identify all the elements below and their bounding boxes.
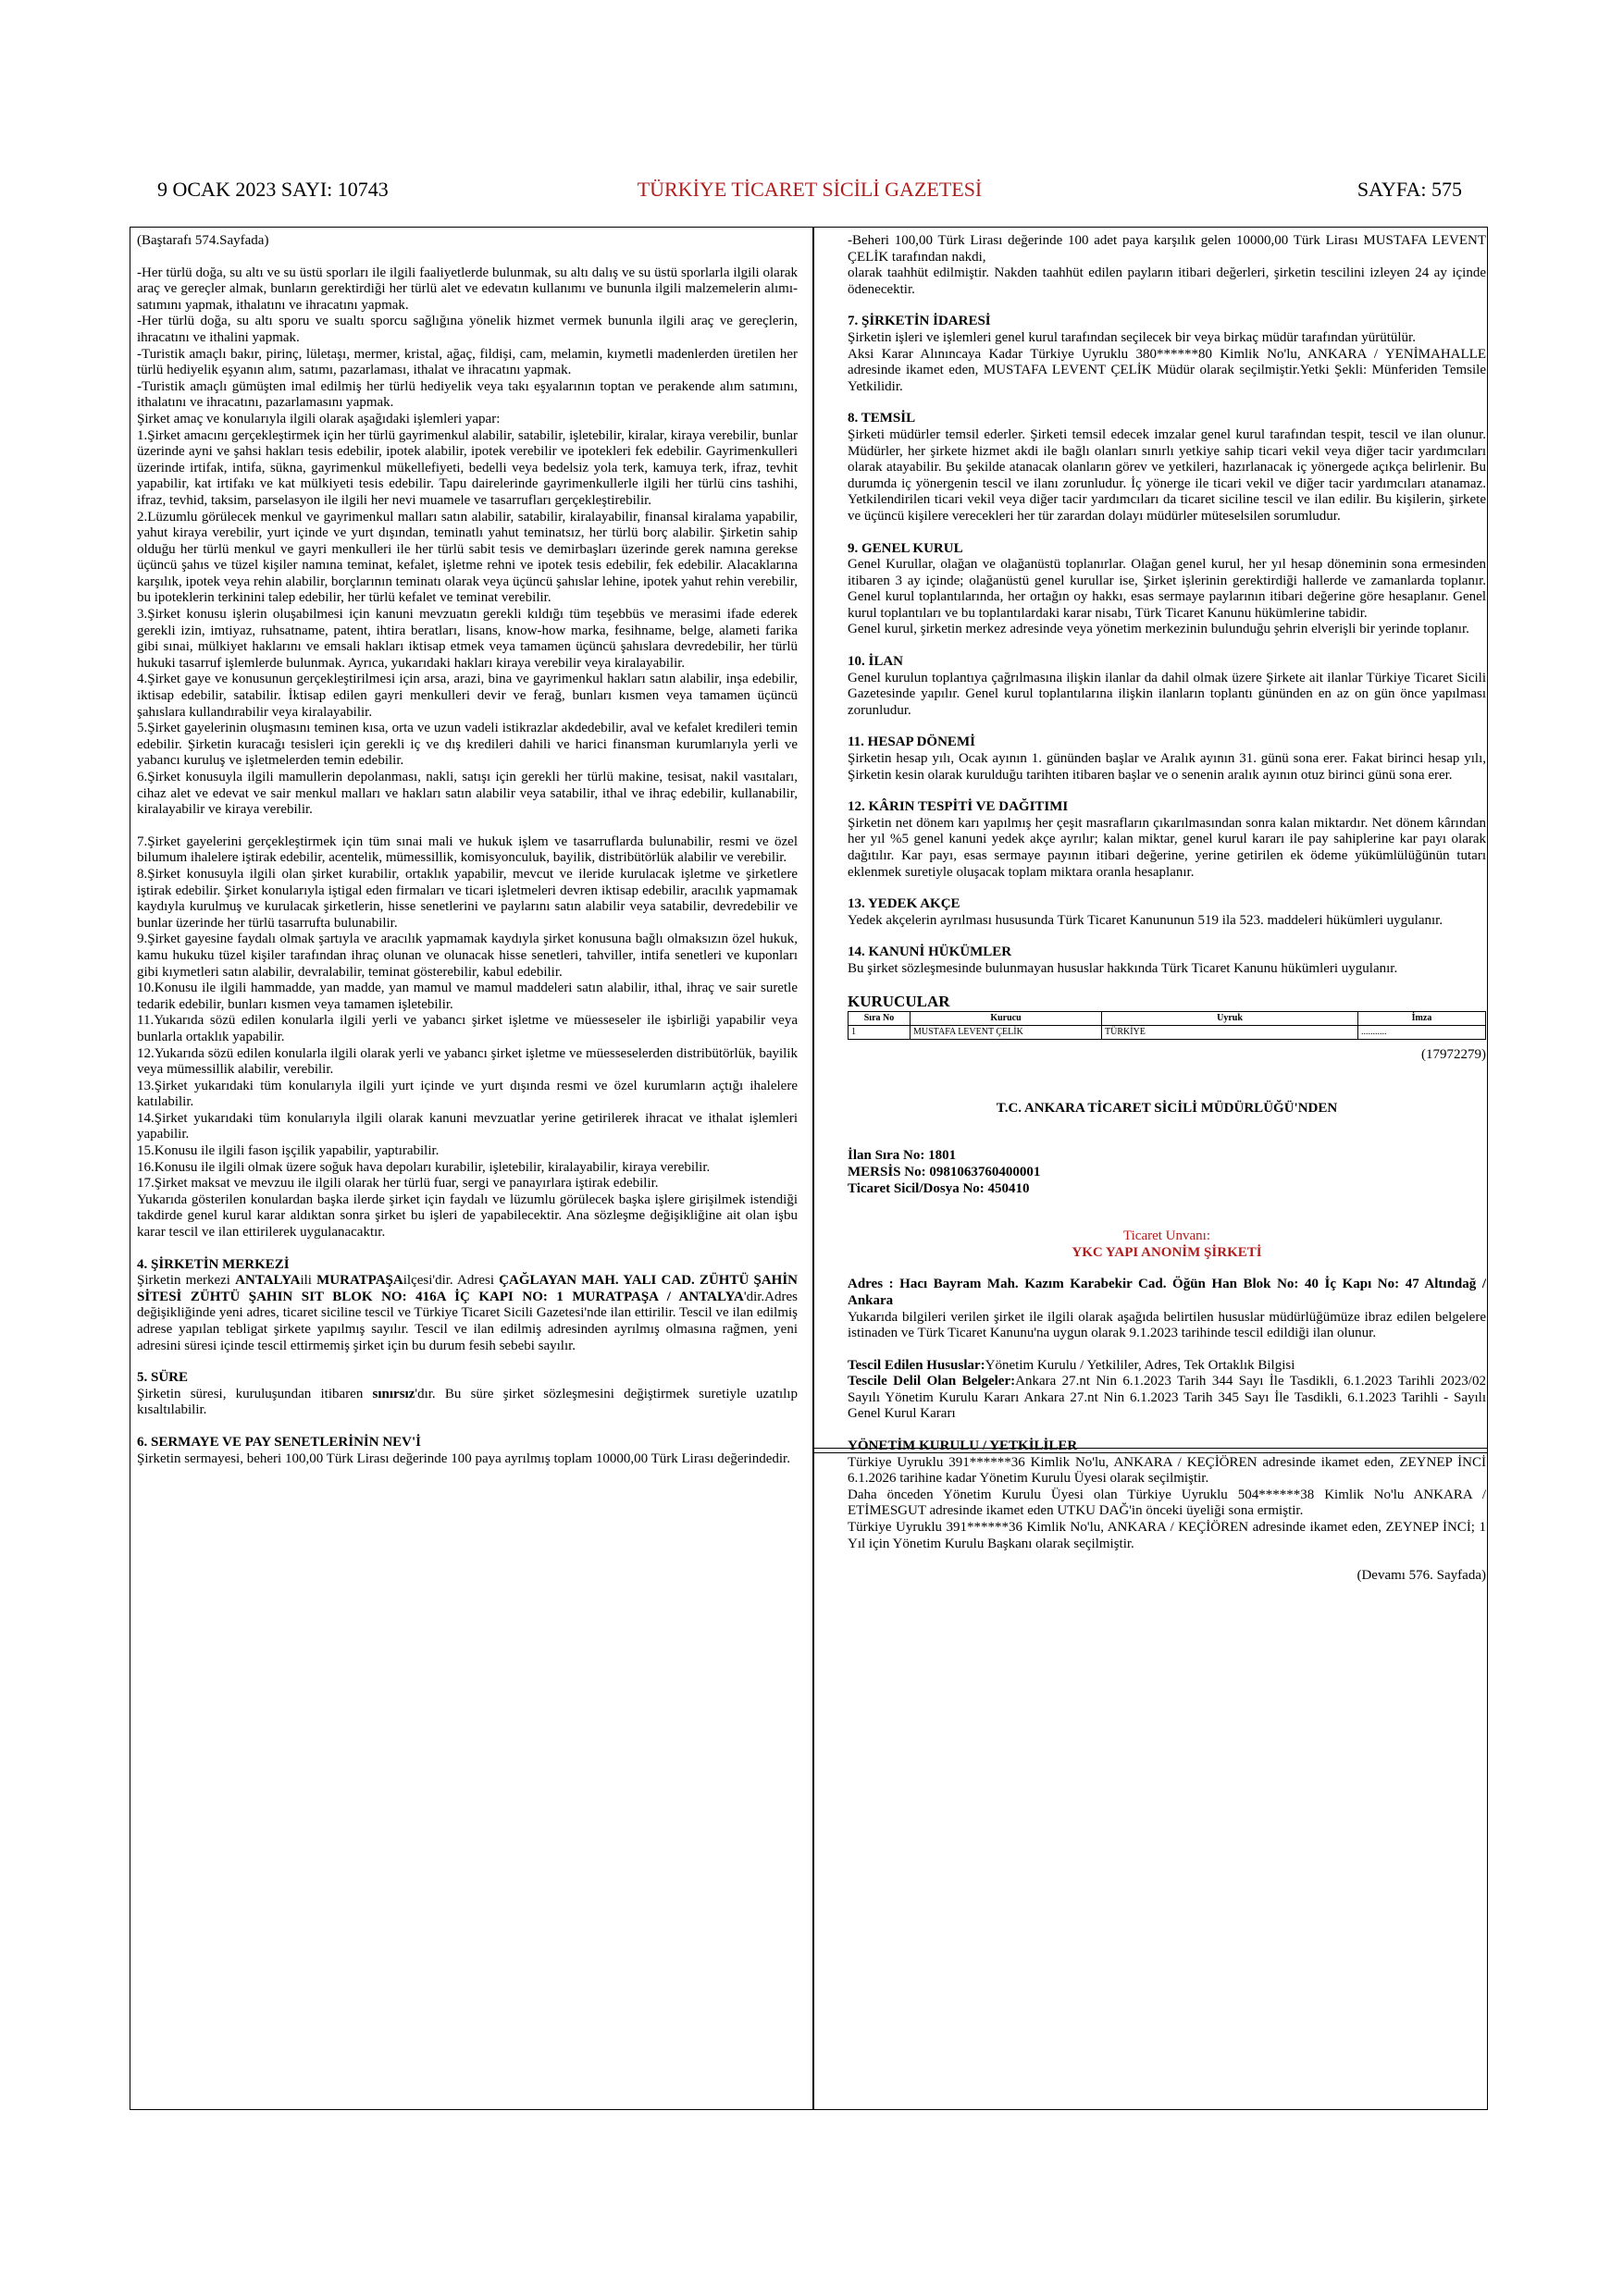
paragraph: 6.Şirket konusuyla ilgili mamullerin depolanması, nakli, satışı için gerekli her türlü makine, tesisat, nakil vasıtaları, cihaz alet ve edevat ve sair menkul malları ve hakları satın alabilir veya satabilir, ithal ve ihraç edebilir, kullanabilir, kiralayabilir ve kiraya verebilir. xyxy=(137,770,798,818)
paragraph: 4.Şirket gaye ve konusunun gerçekleştirilmesi için arsa, arazi, bina ve gayrimenkul hakları satın alabilir, inşa edebilir, iktisap edebilir, satabilir. İktisap edilen gayri menkulleri devir ve ferağ, bunları kısmen veya tamamen üçüncü şahıslara kullandırabilir veya kiralayabilir. xyxy=(137,672,798,720)
section-title: 9. GENEL KURUL xyxy=(848,540,963,556)
cell: MUSTAFA LEVENT ÇELİK xyxy=(911,1026,1102,1040)
headquarters-paragraph: Şirketin merkezi ANTALYAili MURATPAŞAilçesi'dir. Adresi ÇAĞLAYAN MAH. YALI CAD. ZÜHTÜ ŞAHİN SİTESİ ZÜHTÜ ŞAHIN SIT BLOK NO: 416A İÇ KAPI NO: 1 MURATPAŞA / ANTALYA'dir.Adres değişikliğinde yeni adres, ticaret siciline tescil ve Türkiye Ticaret Sicili Gazetesi'nde ilan ettirilir. Tescil ve ilan edilmiş adrese yapılan tebligat şirkete yapılmış sayılır. Tescil ve ilan edilmiş adresinden ayrılmış olmasına rağmen, yeni adresini süresi içinde tescil ettirmemiş şirket için bu durum fesih sebebi sayılır. xyxy=(137,1273,798,1353)
paragraph: 3.Şirket konusu işlerin oluşabilmesi için kanuni mevzuatın gerekli kıldığı tüm teşebbüs ve merasimi ifade ederek gerekli izin, imtiyaz, ruhsatname, patent, ihtira beratları, lisans, know-how marka, fesihname, belge, alameti farika gibi sınai, mülkiyet haklarını ve emsali hakları iktisap etmek veya tamamen üçüncü şahıslara devredebilir, her türlü hukuki tasarruf işlemlerde bulunmak. Ayrıca, yukarıdaki hakları kiraya verebilir veya kiralayabilir. xyxy=(137,607,798,671)
section-title: 4. ŞİRKETİN MERKEZİ xyxy=(137,1256,290,1272)
section-title: 8. TEMSİL xyxy=(848,411,916,426)
section-title: 10. İLAN xyxy=(848,654,904,670)
founders-title: KURUCULAR xyxy=(848,992,950,1010)
paragraph: 15.Konusu ile ilgili fason işçilik yapabilir, yaptırabilir. xyxy=(137,1143,440,1159)
table-row xyxy=(849,1026,1486,1040)
registry-office: T.C. ANKARA TİCARET SİCİLİ MÜDÜRLÜĞÜ'NDEN xyxy=(996,1100,1338,1116)
section-title: 7. ŞİRKETİN İDARESİ xyxy=(848,314,991,329)
col-header: Kurucu xyxy=(911,1012,1102,1026)
paragraph: Genel Kurullar, olağan ve olağanüstü toplanırlar. Olağan genel kurul, her yıl hesap döneminin sona ermesinden itibaren 3 ay içinde; olağanüstü genel kurullar ise, Şirket işlerinin gerektirdiği hallerde ve zamanlarda toplanır. Genel kurul toplantılarında, her ortağın oy hakkı, esas sermaye paylarının itibari değerine göre hesaplanır. Genel kurul toplantıları ve bu toplantılardaki karar nisabı, Türk Ticaret Kanunu hükümlerine tabidir. xyxy=(848,557,1486,621)
issue-date: 9 OCAK 2023 SAYI: 10743 xyxy=(157,178,389,201)
paragraph: 2.Lüzumlu görülecek menkul ve gayrimenkul malları satın alabilir, satabilir, kiralayabilir, finansal kiralama yapabilir, yahut kiraya verebilir, yurt içinde ve yurt dışından, teminatlı yahut teminatsız, her türlü borç alabilir. Şirketin sahip olduğu her türlü menkul ve gayri menkulleri ile her türlü sabit tesis ve demirbaşları üzerinde gerek namına gerekse üçüncü şahıs ve tüzel kişiler namına teminat, kefalet, işletme rehni ve ipotek tesis edebilir, fek edebilir. Alacaklarına karşılık, ipotek veya rehin alabilir, borçlarının teminatı olarak veya üçüncü şahıslar lehine, ipotek yahut rehin verebilir, bu ipoteklerin terkinini talep edebilir, her türlü kefalet ve teminat verebilir. xyxy=(137,509,798,606)
section-title: 5. SÜRE xyxy=(137,1370,189,1386)
paragraph: Yukarıda bilgileri verilen şirket ile ilgili olarak aşağıda belirtilen hususlar müdürlüğümüze ibraz edilen belgelere istinaden ve Türk Ticaret Kanunu'na uygun olarak 9.1.2023 tarihinde tescil edildiği ilan olunur. xyxy=(848,1309,1486,1341)
paragraph: -Her türlü doğa, su altı sporu ve sualtı sporcu sağlığına yönelik hizmet vermek bununla ilgili araç ve gereçlerin, ihracatını ve ithalini yapmak. xyxy=(137,314,798,345)
paragraph: 17.Şirket maksat ve mevzuu ile ilgili olarak her türlü fuar, sergi ve panayırlara iştirak edebilir. xyxy=(137,1176,659,1191)
paragraph: Yedek akçelerin ayrılması hususunda Türk Ticaret Kanununun 519 ila 523. maddeleri hükümleri uygulanır. xyxy=(848,912,1443,928)
activity-list-1 xyxy=(137,265,798,819)
evidence-documents: Tescile Delil Olan Belgeler:Ankara 27.nt Nin 6.1.2023 Tarih 344 Sayı İle Tasdikli, 6.1.2023 Tarihli 2023/02 Sayılı Yönetim Kurulu Kararı Ankara 27.nt Nin 6.1.2023 Tarih 345 Sayı İle Tasdikli, 6.1.2023 Tarihli - Sayılı Genel Kurul Kararı xyxy=(848,1374,1486,1422)
ilan-sira-no: İlan Sıra No: 1801 xyxy=(848,1148,957,1164)
paragraph: Türkiye Uyruklu 391******36 Kimlik No'lu, ANKARA / KEÇİÖREN adresinde ikamet eden, ZEYNEP İNCİ; 1 Yıl için Yönetim Kurulu Başkanı olarak seçilmiştir. xyxy=(848,1520,1486,1551)
continued-to: (Devamı 576. Sayfada) xyxy=(1357,1568,1486,1584)
paragraph: 7.Şirket gayelerini gerçekleştirmek için tüm sınai mali ve hukuk işlem ve tasarruflarda bulunabilir, resmi ve özel bilumum ihalelere iştirak edebilir, acentelik, mümessillik, komisyonculuk, bayilik, distribütörlük alabilir ve verebilir. xyxy=(137,833,798,866)
paragraph: -Turistik amaçlı bakır, pirinç, lületaşı, mermer, kristal, ağaç, fildişi, cam, melamin, kıymetli madenlerden üretilen her türlü hediyelik eşyanın alım, satımı, pazarlaması, ithalat ve ihracatını yapmak. xyxy=(137,346,798,378)
cell: 1 xyxy=(849,1026,911,1040)
paragraph: Şirketin hesap yılı, Ocak ayının 1. gününden başlar ve Aralık ayının 31. günü sona erer. Fakat birinci hesap yılı, Şirketin kesin olarak kurulduğu tarihten itibaren başlar ve o senenin aralık ayının otuz birinci günü sona erer. xyxy=(848,751,1486,783)
paragraph: 11.Yukarıda sözü edilen konularla ilgili yerli ve yabancı şirket işletme ve müesseseler ile işbirliği yapabilir veya bunlarla ortaklık yapabilir. xyxy=(137,1013,798,1044)
paragraph: 14.Şirket yukarıdaki tüm konularıyla ilgili olarak kanuni mevzuatlar yerine getirilerek ihracat ve ithalat işlemleri yapabilir. xyxy=(137,1110,798,1142)
paragraph: 16.Konusu ile ilgili olmak üzere soğuk hava depoları kurabilir, işletebilir, kiralayabilir, kiraya verebilir. xyxy=(137,1159,711,1175)
col-header: İmza xyxy=(1358,1012,1486,1026)
paragraph: Türkiye Uyruklu 391******36 Kimlik No'lu, ANKARA / KEÇİÖREN adresinde ikamet eden, ZEYNEP İNCİ 6.1.2026 tarihine kadar Yönetim Kurulu Üyesi olarak seçilmiştir. xyxy=(848,1454,1486,1487)
paragraph: Şirketin net dönem karı yapılmış her çeşit masrafların çıkarılmasından sonra kalan miktardır. Net dönem kârından her yıl %5 genel kanuni yedek akçe ayrılır; kalan miktar, genel kurul kararı ile pay sahiplerine kar payı olarak dağıtılır. Kar payı, esas sermaye payının itibari değerine, yerine getirilen ek ödeme yükümlülüğünün tutarı eklenmek suretiyle oluşacak toplam miktara oranla hesaplanır. xyxy=(848,815,1486,880)
company-address: Adres : Hacı Bayram Mah. Kazım Karabekir Cad. Öğün Han Blok No: 40 İç Kapı No: 47 Altındağ / Ankara xyxy=(848,1277,1486,1308)
paragraph: Genel kurul, şirketin merkez adresinde veya yönetim merkezinin bulunduğu şehrin elverişli bir yerinde toplanır. xyxy=(848,622,1469,637)
notice-separator xyxy=(814,1448,1488,1449)
gazette-title: TÜRKİYE TİCARET SİCİLİ GAZETESİ xyxy=(637,178,983,201)
paragraph: Şirketi müdürler temsil ederler. Şirketi temsil edecek imzalar genel kurul tarafından tespit, tescil ve ilan olunur. Müdürler, her şirkete hizmet akdi ile bağlı olanları sınırlı yetkiye sahip ticari vekil veya diğer tacir yardımcıları olarak atayabilir. Bu şekilde atanacak olanların görev ve yetkileri, hazırlanacak iç yönergede açıkça belirlenir. Bu durumda iç yönergenin tescil ve ilanı zorunludur. İç yönerge ile ticari vekil ve diğer tacir yardımcıları atanamaz. Yetkilendirilen ticari vekil veya diğer tacir yardımcıları da ticaret siciline tescil ve ilan edilir. Bu kişilerin, şirkete ve üçüncü kişilere verecekleri her tür zarardan dolayı müdürler müteselsilen sorumludur. xyxy=(848,426,1486,524)
page-header xyxy=(130,174,1490,211)
left-column xyxy=(137,233,798,1467)
paragraph: 13.Şirket yukarıdaki tüm konularıyla ilgili yurt içinde ve yurt dışında resmi ve özel kurumların açtığı ihalelere katılabilir. xyxy=(137,1078,798,1110)
cell: ........... xyxy=(1358,1026,1486,1040)
paragraph: 5.Şirket gayelerinin oluşmasını teminen kısa, orta ve uzun vadeli istikrazlar akdedebilir, aval ve kefalet kredileri temin edebilir. Şirketin kuracağı tesisleri için gerekli iç ve dış kredileri dahili ve harici finansman kurumlarıyla yerli ve yabancı kuruluş ve işletmelerden temin edebilir. xyxy=(137,721,798,769)
section-title: YÖNETİM KURULU / YETKİLİLER xyxy=(848,1438,1078,1454)
paragraph: 10.Konusu ile ilgili hammadde, yan madde, yan mamul ve mamul maddeleri satın alabilir, ithal, ihraç ve sair suretle tedarik edebilir, bunları kısmen veya tamamen işletebilir. xyxy=(137,981,798,1012)
capital-paragraph: Şirketin sermayesi, beheri 100,00 Türk Lirası değerinde 100 paya ayrılmış toplam 10000,00 Türk Lirası değerindedir. xyxy=(137,1450,790,1466)
paragraph: Şirketin işleri ve işlemleri genel kurul tarafından seçilecek bir veya birkaç müdür tarafından yürütülür. xyxy=(848,329,1416,345)
trade-name: YKC YAPI ANONİM ŞİRKETİ xyxy=(1072,1244,1262,1260)
section-title: 6. SERMAYE VE PAY SENETLERİNİN NEV'İ xyxy=(137,1434,422,1450)
notice-separator xyxy=(814,1452,1488,1453)
section-title: 12. KÂRIN TESPİTİ VE DAĞITIMI xyxy=(848,799,1069,815)
paragraph: olarak taahhüt edilmiştir. Nakden taahhüt edilen payların itibari değerleri, şirketin tescilini izleyen 24 ay içinde ödenecektir. xyxy=(848,265,1486,297)
paragraph: Şirket amaç ve konularıyla ilgili olarak aşağıdaki işlemleri yapar: xyxy=(137,411,501,426)
paragraph: Daha önceden Yönetim Kurulu Üyesi olan Türkiye Uyruklu 504******38 Kimlik No'lu ANKARA / ETİMESGUT adresinde ikamet eden UTKU DAĞ'in önceki üyeliği sona ermiştir. xyxy=(848,1487,1486,1519)
paragraph: 8.Şirket konusuyla ilgili olan şirket kurabilir, ortaklık yapabilir, mevcut ve ileride kurulacak işletme ve şirketlere iştirak edebilir. Şirket konularıyla iştigal eden firmaları ve ticari işletmeleri devren iktisap edebilir, aracılık yapmamak kaydıyla kurulmuş ve kurulacak şirketlerin, hisse senetlerini ve paylarını satın alabilir veya satabilir, devredebilir ve bunlar üzerinde her türlü tasarrufta bulunabilir. xyxy=(137,866,798,931)
reference-number: (17972279) xyxy=(1421,1047,1486,1063)
paragraph: Yukarıda gösterilen konulardan başka ilerde şirket için faydalı ve lüzumlu görülecek başka işlere girişilmek istendiği takdirde genel kurul karar aldıktan sonra şirket bu işleri de yapabilecektir. Ana sözleşme değişikliğine ait olan işbu karar tescil ve ilan ettirilerek uygulanacaktır. xyxy=(137,1191,798,1241)
section-title: 13. YEDEK AKÇE xyxy=(848,896,960,912)
paragraph: 12.Yukarıda sözü edilen konularla ilgili olarak yerli ve yabancı şirket işletme ve müesseselerden distribütörlük, bayilik veya mümessillik alabilir, verebilir. xyxy=(137,1045,798,1078)
paragraph: -Her türlü doğa, su altı ve su üstü sporları ile ilgili faaliyetlerde bulunmak, su altı dalış ve su üstü sporlarla ilgili olarak araç ve gereçler almak, bunların gerektirdiği her türlü alet ve edevatın kullanımı ve bununla ilgili malzemelerin alımı-satımını yapmak, ithalatını ve ihracatını yapmak. xyxy=(137,265,798,313)
founders-table xyxy=(848,1011,1486,1040)
mersis-no: MERSİS No: 0981063760400001 xyxy=(848,1164,1041,1179)
col-header: Sıra No xyxy=(849,1012,911,1026)
registered-matters: Tescil Edilen Hususlar:Yönetim Kurulu / Yetkililer, Adres, Tek Ortaklık Bilgisi xyxy=(848,1357,1295,1373)
paragraph: 9.Şirket gayesine faydalı olmak şartıyla ve aracılık yapmamak kaydıyla şirket konusuna bağlı olmaksızın özel hukuk, kamu hukuku tüzel kişiler tarafından ihraç olunan ve olunacak hisse senetleri, tahviller, intifa senetleri ve kuponları gibi kıymetleri satın alabilir, devralabilir, teminat gösterebilir, kabul edebilir. xyxy=(137,932,798,980)
paragraph: Aksi Karar Alınıncaya Kadar Türkiye Uyruklu 380******80 Kimlik No'lu, ANKARA / YENİMAHALLE adresinde ikamet eden, MUSTAFA LEVENT ÇELİK Müdür olarak seçilmiştir.Yetki Şekli: Münferiden Temsile Yetkilidir. xyxy=(848,346,1486,394)
section-title: 14. KANUNİ HÜKÜMLER xyxy=(848,944,1012,960)
paragraph: Genel kurulun toplantıya çağrılmasına ilişkin ilanlar da dahil olmak üzere Şirkete ait ilanlar Türkiye Ticaret Sicili Gazetesinde yapılır. Genel kurul toplantılarına ilişkin ilanların toplantı gününden en az on gün önce yapılması zorunludur. xyxy=(848,670,1486,718)
column-divider xyxy=(812,227,814,2110)
trade-name-label: Ticaret Unvanı: xyxy=(1122,1228,1210,1244)
paragraph: Bu şirket sözleşmesinde bulunmayan hususlar hakkında Türk Ticaret Kanunu hükümleri uygulanır. xyxy=(848,960,1398,976)
section-title: 11. HESAP DÖNEMİ xyxy=(848,734,975,750)
page-number: SAYFA: 575 xyxy=(1357,178,1462,201)
activity-list-2 xyxy=(137,834,798,1241)
paragraph: -Turistik amaçlı gümüşten imal edilmiş her türlü hediyelik veya takı eşyalarının toptan ve perakende alım satımını, ithalatını ve ihracatını, pazarlamasını yapmak. xyxy=(137,378,798,411)
founders-header-row xyxy=(849,1012,1486,1026)
continued-from: (Baştarafı 574.Sayfada) xyxy=(137,233,269,248)
dosya-no: Ticaret Sicil/Dosya No: 450410 xyxy=(848,1180,1030,1196)
right-column xyxy=(848,233,1486,1585)
col-header: Uyruk xyxy=(1102,1012,1358,1026)
paragraph: 1.Şirket amacını gerçekleştirmek için her türlü gayrimenkul alabilir, satabilir, işletebilir, kiralar, kiraya verebilir, bunlar üzerinde ayni ve şahsi hakları tesis edebilir, ipotek alabilir, ipotek verebilir ve ipotekleri fek edebilir. Gayrimenkulleri üzerinde irtifak, intifa, sükna, gayrimenkul mükellefiyeti, bedelli veya bedelsiz yola terk, kamuya terk, ifraz, tevhit yapabilir, kat irtifakı ve kat mülkiyeti tesis edebilir. Tapu dairelerinde gayrimenkullerle ilgili her türlü cins tashihi, ifraz, tevhid, taksim, parselasyon ile ilgili her nevi muamele ve tasarrufları gerçekleştirebilir. xyxy=(137,427,798,508)
cell: TÜRKİYE xyxy=(1102,1026,1358,1040)
duration-paragraph: Şirketin süresi, kuruluşundan itibaren sınırsız'dır. Bu süre şirket sözleşmesini değiştirmek suretiyle uzatılıp kısaltılabilir. xyxy=(137,1386,799,1418)
paragraph: -Beheri 100,00 Türk Lirası değerinde 100 adet paya karşılık gelen 10000,00 Türk Lirası MUSTAFA LEVENT ÇELİK tarafından nakdi, xyxy=(848,233,1486,265)
